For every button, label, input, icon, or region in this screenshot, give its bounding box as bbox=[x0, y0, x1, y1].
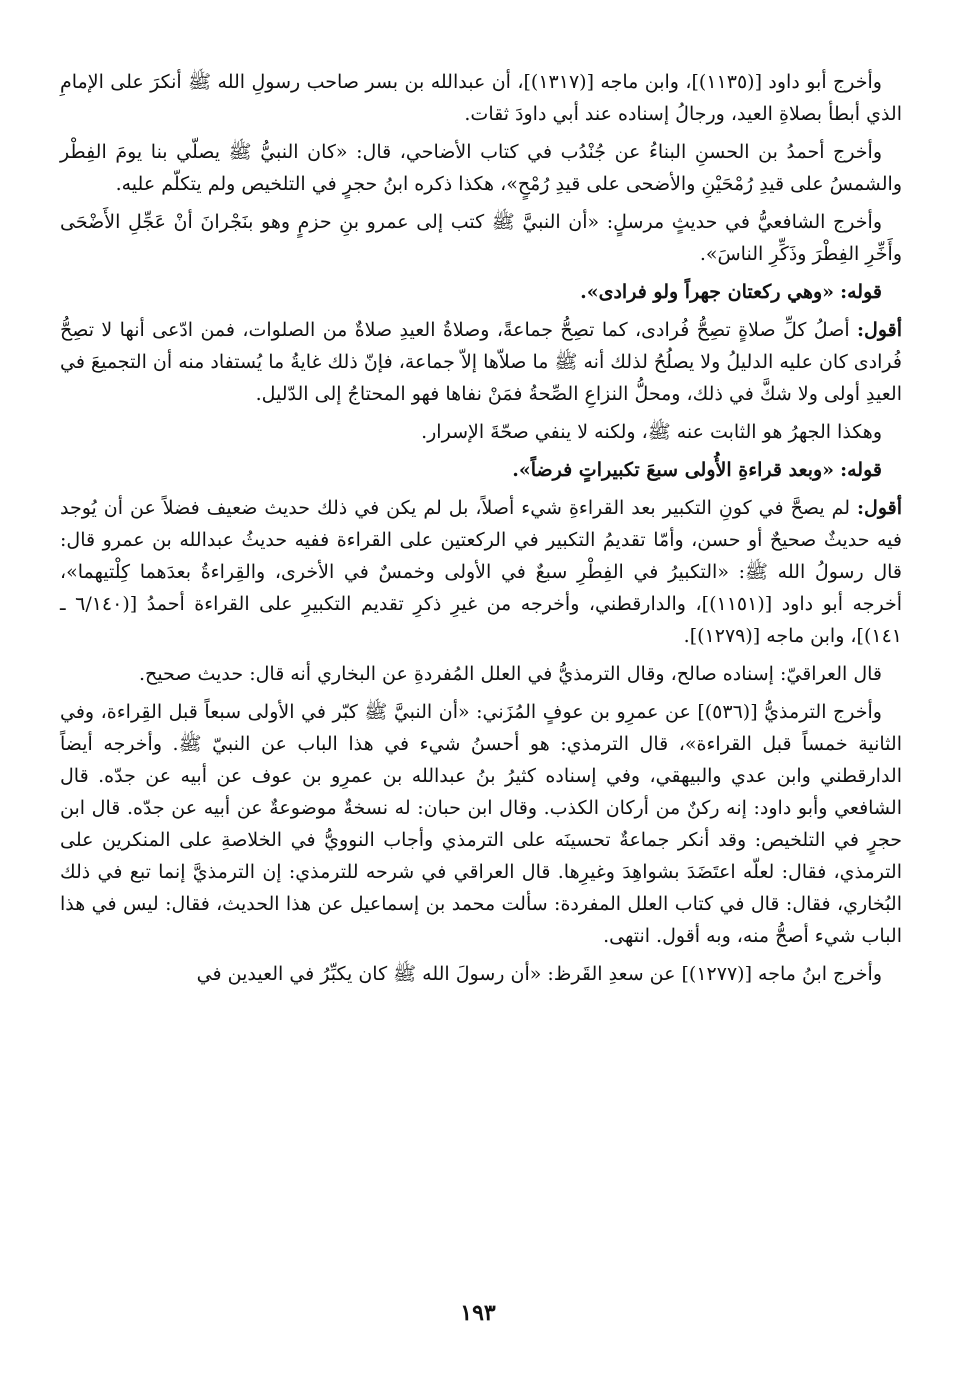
paragraph-text: وأخرج أبو داود [(١١٣٥)]، وابن ماجه [(١٣١٧)]، أن عبدالله بن بسر صاحب رسولِ الله ﷺ أنكرَ على الإمامِ الذي أبطأ بصلاةِ العيد، ورجالُ إسناده عند أبي داودَ ثقات. bbox=[60, 71, 902, 125]
paragraph-text: «وبعد قراءةِ الأُولى سبعَ تكبيراتٍ فرضاً». bbox=[512, 459, 835, 481]
paragraph-8 bbox=[60, 492, 902, 652]
paragraph-text: قال العراقيّ: إسناده صالح، وقال الترمذيُّ في العلل المُفردةِ عن البخاري أنه قال: حديث صحيح. bbox=[139, 663, 882, 685]
paragraph-5 bbox=[60, 314, 902, 410]
paragraph-7 bbox=[60, 454, 902, 486]
paragraph-6 bbox=[60, 416, 902, 448]
paragraph-1 bbox=[60, 66, 902, 130]
paragraph-lead: أقول: bbox=[857, 319, 902, 341]
page-body bbox=[60, 66, 902, 996]
paragraph-2 bbox=[60, 136, 902, 200]
page-number: ١٩٣ bbox=[460, 1300, 496, 1326]
paragraph-lead: قوله: bbox=[840, 281, 882, 303]
paragraph-text: وأخرج الترمذيُّ [(٥٣٦)] عن عمرِو بن عوفٍ المُزَني: «أن النبيَّ ﷺ كبّر في الأولى سبعاً قبل القِراءة، وفي الثانية خمساً قبل القراءة»، قال الترمذي: هو أحسنُ شيء في هذا الباب عن النبيّ ﷺ. وأخرجه أيضاً الدارقطني وابن عدي والبيهقي، وفي إسناده كثيرُ بنُ عبدالله بن عمرِو بن عوف عن أبيه عن جدّه. قال الشافعي وأبو داود: إنه ركنٌ من أركان الكذب. وقال ابن حبان: له نسخةٌ موضوعةٌ عن أبيه عن جدّه. قال ابن حجرٍ في التلخيص: وقد أنكر جماعةٌ تحسينَه على الترمذي وأجاب النوويُّ في الخلاصةِ على المنكرين على الترمذي، فقال: لعلّه اعتَضَدَ بشواهِدَ وغيرِها. قال العراقي في شرحه للترمذي: إن الترمذيَّ إنما تبع في ذلك البُخاري، فقال: قال في كتاب العلل المفردة: سألت محمد بن إسماعيل عن هذا الحديث، فقال: ليس في هذا الباب شيء أصحُّ منه، وبه أقول. انتهى. bbox=[60, 701, 902, 947]
paragraph-lead: أقول: bbox=[857, 497, 902, 519]
paragraph-text: وأخرج ابنُ ماجه [(١٢٧٧)] عن سعدِ القَرظ: «أن رسولَ الله ﷺ كان يكبِّرُ في العيدين في bbox=[196, 963, 882, 985]
paragraph-text: «وهي ركعتان جهراً ولو فرادى». bbox=[580, 281, 835, 303]
paragraph-text: وأخرج الشافعيُّ في حديثٍ مرسلٍ: «أن النبيَّ ﷺ كتب إلى عمرو بنِ حزمٍ وهو بنَجْرانَ أنْ عَجِّلِ الأَضْحَى وأَخِّرِ الفِطْرَ وذَكِّرِ الناسَ». bbox=[60, 211, 902, 265]
paragraph-10 bbox=[60, 696, 902, 952]
paragraph-text: وهكذا الجهرُ هو الثابت عنه ﷺ، ولكنه لا ينفي صحّةَ الإسرار. bbox=[421, 421, 882, 443]
paragraph-text: لم يصحَّ في كونِ التكبير بعد القراءةِ شيء أصلاً، بل لم يكن في ذلك حديث ضعيف فضلاً عن أن يُوجد فيه حديثٌ صحيحٌ أو حسن، وأمّا تقديمُ التكبير في الركعتين على القراءة ففيه حديثُ عبدالله بن عمرو قال: قال رسولُ الله ﷺ: «التكبيرُ في الفِطْرِ سبعٌ في الأولى وخمسٌ في الأخرى، والقِراءةُ بعدَهما كِلْتيهما»، أخرجه أبو داود [(١١٥١)]، والدارقطني، وأخرجه من غيرِ ذكرِ تقديم التكبيرِ على القراءة أحمدُ [(٦/١٤٠ ـ ١٤١)]، وابن ماجه [(١٢٧٩)]. bbox=[60, 497, 902, 647]
paragraph-lead: قوله: bbox=[840, 459, 882, 481]
paragraph-3 bbox=[60, 206, 902, 270]
paragraph-11 bbox=[60, 958, 902, 990]
paragraph-9 bbox=[60, 658, 902, 690]
paragraph-text: وأخرج أحمدُ بن الحسنِ البناءُ عن جُنْدُب في كتاب الأضاحي، قال: «كان النبيُّ ﷺ يصلّي بنا يومَ الفِطْر والشمسُ على قيدِ رُمْحَيْنِ والأضحى على قيدِ رُمْحٍ»، هكذا ذكره ابنُ حجرٍ في التلخيص ولم يتكلّم عليه. bbox=[60, 141, 902, 195]
paragraph-text: أصلُ كلِّ صلاةٍ تصِحُّ فُرادى، كما تصِحُّ جماعةً، وصلاةُ العيدِ صلاةٌ من الصلوات، فمن ادّعى أنها لا تصِحُّ فُرادى كان عليه الدليلُ ولا يصلُحُ لذلك أنه ﷺ ما صلاّها إلاّ جماعة، فإنّ ذلك غايةُ ما يُستفاد منه أن التجميعَ في العيدِ أولى ولا شكَّ في ذلك، ومحلُّ النزاعِ الصِّحةُ فمَنْ نفاها فهو المحتاجُ إلى الدّليل. bbox=[60, 319, 902, 405]
paragraph-4 bbox=[60, 276, 902, 308]
